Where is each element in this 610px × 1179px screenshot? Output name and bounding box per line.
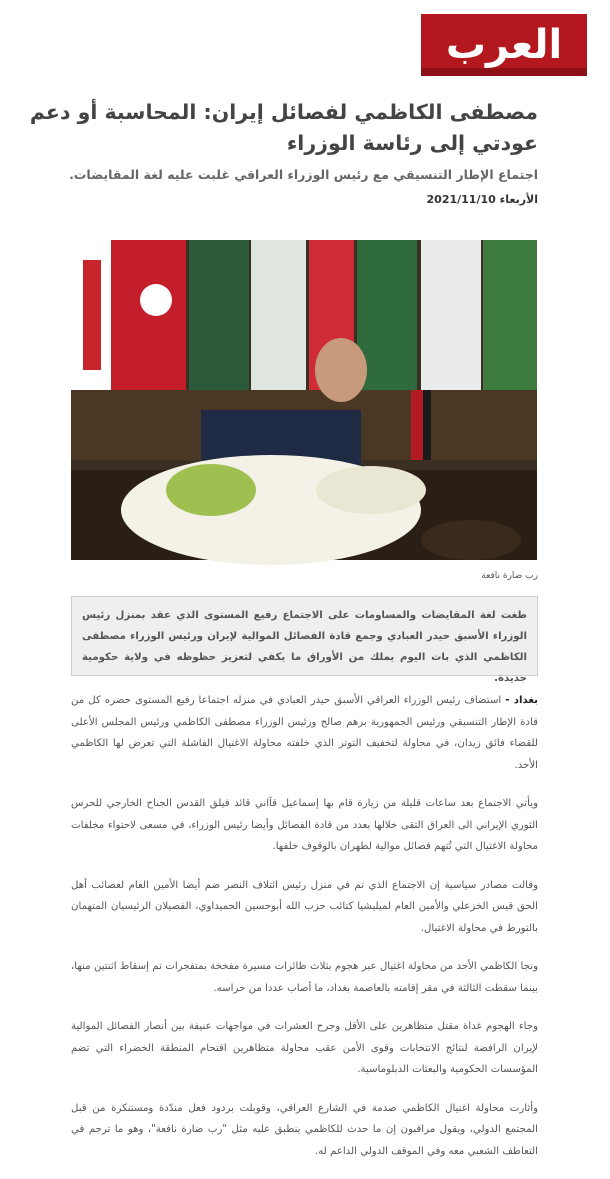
- article-photo[interactable]: [71, 240, 537, 560]
- logo-base: [421, 68, 587, 76]
- paragraph: [71, 690, 538, 776]
- paragraph: وقالت مصادر سياسية إن الاجتماع الذي تم في منزل رئيس ائتلاف النصر ضم أيضا الأمين العام لعصائب أهل الحق قيس الخزعلي والأمين العام لميليشيا كتائب حزب الله أبوحسين الحميداوي، الفصيلان الرئيسيان المتهمان بالتورط في محاولة الاغتيال.: [71, 879, 538, 934]
- dateline-place: بغداد -: [505, 695, 538, 706]
- article-date: الأربعاء 2021/11/10: [426, 193, 538, 206]
- logo-box: [421, 14, 587, 76]
- site-logo[interactable]: [421, 14, 587, 76]
- paragraph: وأثارت محاولة اغتيال الكاظمي صدمة في الشارع العراقي، وقوبلت بردود فعل مندّدة ومستنكرة من قبل المجتمع الدولي، ويقول مراقبون إن ما حدث للكاظمي ينطبق عليه مثل "رب ضارة نافعة"، وهو ما ترجم في التعاطف الشعبي معه وفي الموقف الدولي الداعم له.: [71, 1102, 538, 1157]
- article-subheadline: اجتماع الإطار التنسيقي مع رئيس الوزراء العراقي غلبت عليه لغة المقايضات.: [69, 167, 538, 182]
- article-headline: مصطفى الكاظمي لفصائل إيران: المحاسبة أو دعم عودتي إلى رئاسة الوزراء: [29, 100, 538, 155]
- photo-illustration: [71, 240, 537, 560]
- logo-text: العرب: [445, 22, 563, 68]
- paragraph-text: استضاف رئيس الوزراء العراقي الأسبق حيدر العبادي في منزله اجتماعا رفيع المستوى حضره كل من قادة الإطار التنسيقي ورئيس الجمهورية برهم صالح ورئيس الوزراء مصطفى الكاظمي ورئيس المجلس الأعلى للقضاء فائق زيدان، في محاولة لتخفيف التوتر الذي خلفته محاولة الاغتيال الفاشلة التي تعرض لها الكاظمي الأحد.: [71, 695, 538, 771]
- paragraph: وجاء الهجوم غداة مقتل متظاهرين على الأقل وجرح العشرات في مواجهات عنيفة بين أنصار الفصائل الموالية لإيران الرافضة لنتائج الانتخابات وقوى الأمن عقب محاولة متظاهرين اقتحام المنطقة الخضراء التي تضم المؤسسات الحكومية والبعثات الدبلوماسية.: [71, 1021, 538, 1075]
- paragraph: ويأتي الاجتماع بعد ساعات قليلة من زيارة قام بها إسماعيل قآاني قائد فيلق القدس الجناح الخارجي للحرس الثوري الإيراني الى العراق التقى خلالها بعدد من قادة الفصائل وأيضا رئيس الوزراء، في مسعى لاحتواء مخلفات محاولة الاغتيال التي تُتهم فصائل موالية لطهران بالوقوف خلفها.: [71, 798, 538, 852]
- paragraph: ونجا الكاظمي الأحد من محاولة اغتيال عبر هجوم بثلاث طائرات مسيرة مفخخة بمتفجرات تم إسقاط اثنتين منها، بينما سقطت الثالثة في مقر إقامته بالعاصمة بغداد، ما أصاب عددا من حراسه.: [71, 961, 538, 994]
- article-body: [71, 690, 538, 1179]
- article-abstract: طغت لغة المقايضات والمساومات على الاجتماع رفيع المستوى الذي عقد بمنزل رئيس الوزراء الأسبق حيدر العبادي وجمع قادة الفصائل الموالية لإيران ورئيس الوزراء مصطفى الكاظمي الذي بات اليوم يملك من الأوراق ما يكفي لتعزيز حظوظه في ولاية حكومية جديدة.: [71, 596, 538, 676]
- photo-caption: رب ضارة نافعة: [481, 571, 538, 581]
